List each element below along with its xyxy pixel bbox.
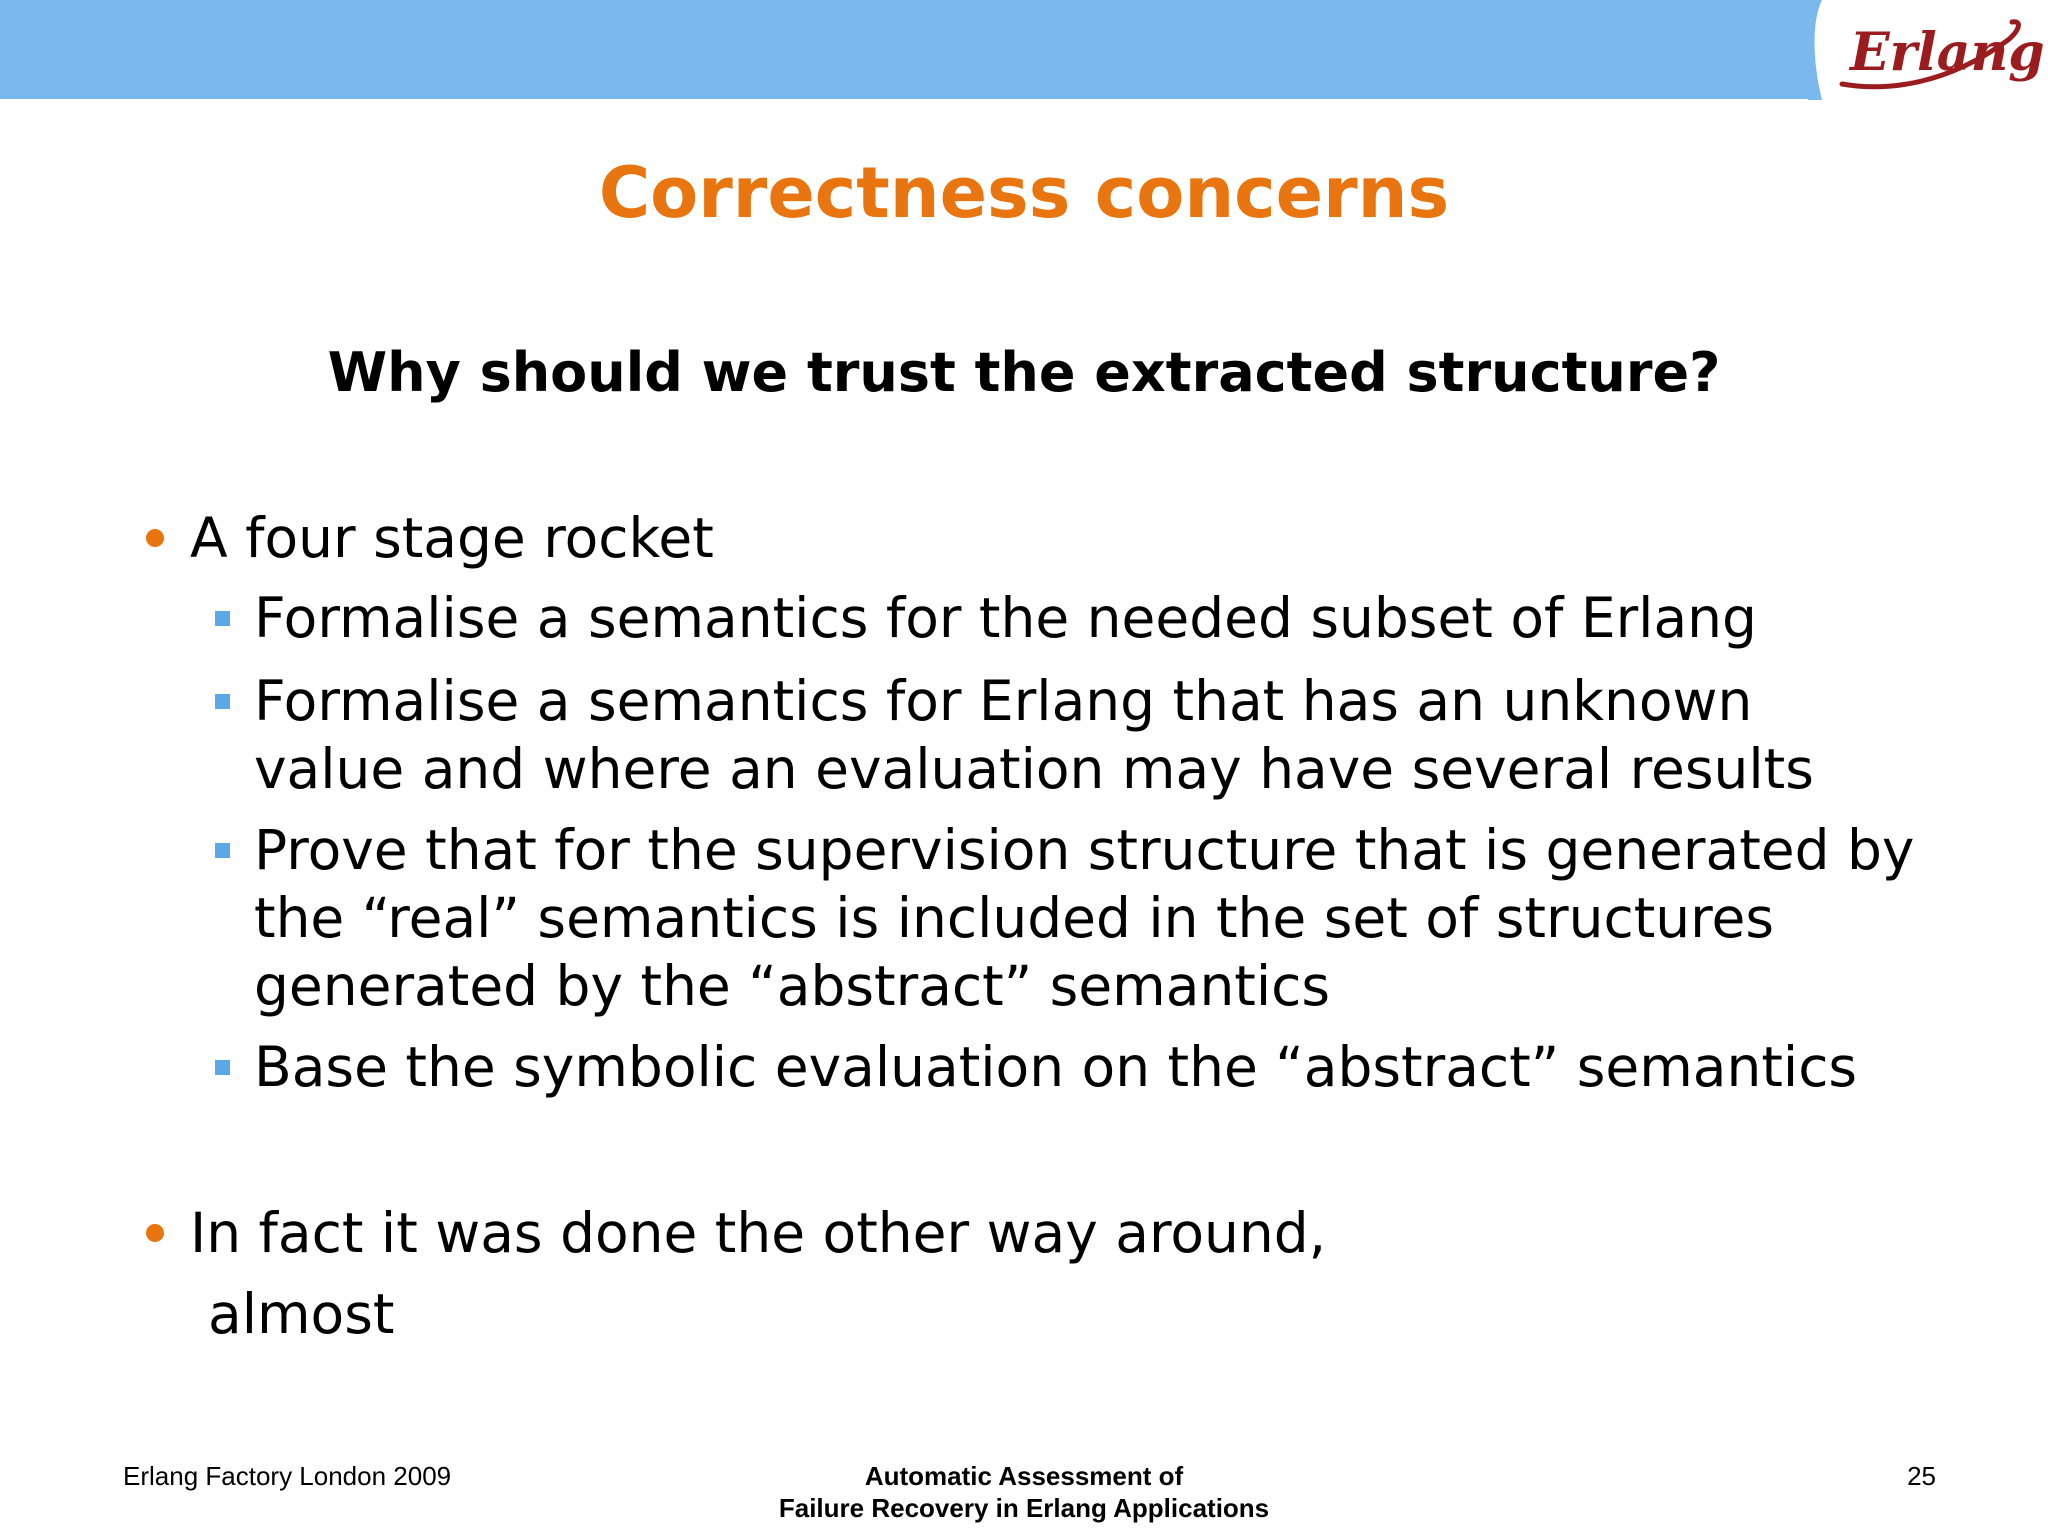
footer-presentation-title (624, 1460, 1424, 1524)
footer-event: Erlang Factory London 2009 (123, 1461, 452, 1491)
sub-bullet-item: Formalise a semantics for Erlang that has an unknown (254, 669, 1753, 733)
slide-title: Correctness concerns (598, 152, 1450, 234)
sub-bullet-item-continued: the “real” semantics is included in the set of structures (254, 886, 1775, 950)
sub-bullet-item: Prove that for the supervision structure that is generated by (254, 818, 1915, 882)
bullet-item: In fact it was done the other way around, (190, 1201, 1327, 1265)
slide-subtitle: Why should we trust the extracted structure? (327, 341, 1721, 404)
footer-title-line-1: Automatic Assessment of (864, 1461, 1184, 1491)
sub-bullet-marker (215, 611, 230, 626)
sub-bullet-item-continued: value and where an evaluation may have several results (254, 737, 1814, 801)
bullet-marker (146, 529, 164, 547)
bullet-continuation: almost (208, 1282, 395, 1346)
sub-bullet-marker (215, 843, 230, 858)
bullet-marker (146, 1224, 164, 1242)
bullet-item: A four stage rocket (190, 506, 714, 570)
sub-bullet-item: Formalise a semantics for the needed subset of Erlang (254, 586, 1757, 650)
page-number: 25 (1907, 1461, 1936, 1491)
erlang-logo-text: Erlang (1850, 22, 2045, 83)
sub-bullet-item: Base the symbolic evaluation on the “abstract” semantics (254, 1035, 1858, 1099)
sub-bullet-marker (215, 1060, 230, 1075)
sub-bullet-marker (215, 694, 230, 709)
footer-title-line-2: Failure Recovery in Erlang Applications (778, 1493, 1270, 1523)
sub-bullet-item-continued: generated by the “abstract” semantics (254, 954, 1331, 1018)
